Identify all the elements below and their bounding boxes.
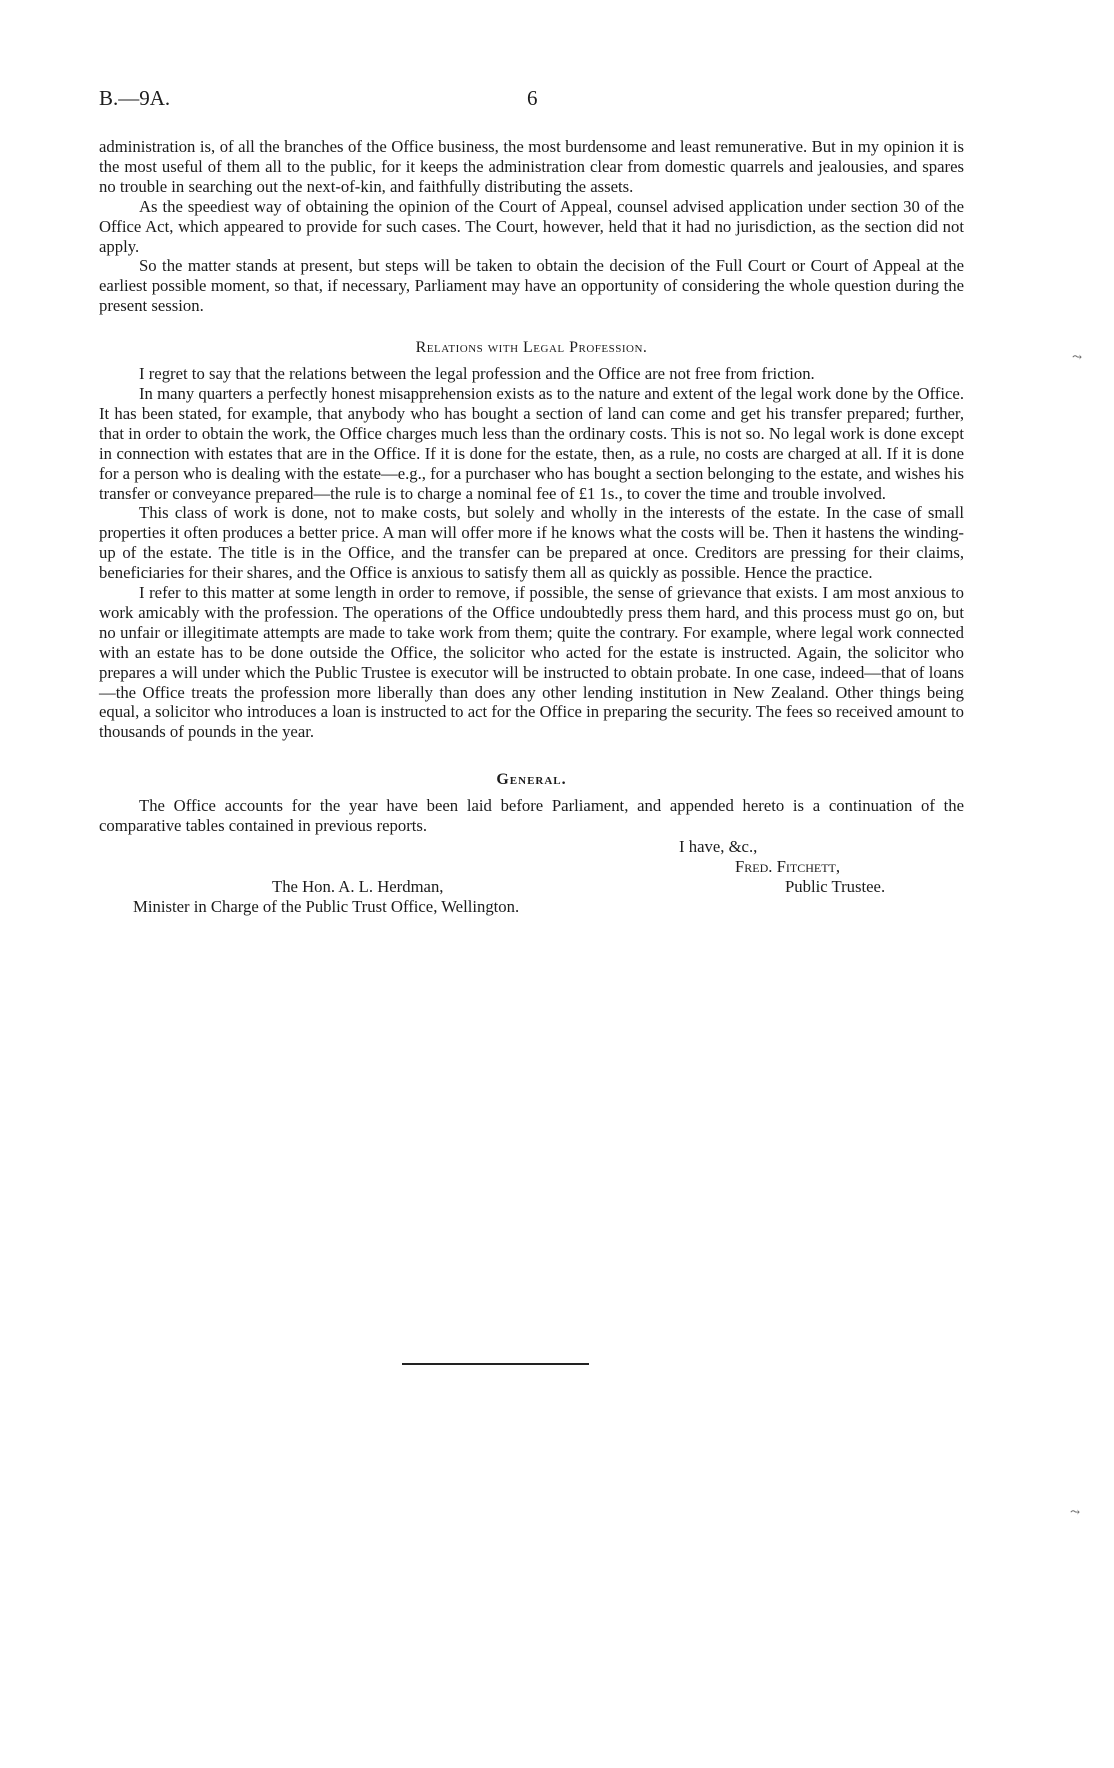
addressee-name: The Hon. A. L. Herdman, xyxy=(272,877,444,896)
paragraph: I regret to say that the relations between the legal profession and the Office are not free from friction. xyxy=(139,364,815,384)
page-number: 6 xyxy=(527,86,538,110)
paragraph: I refer to this matter at some length in order to remove, if possible, the sense of grievance that exists. I am most anxious to work amicably with the profession. The operations of the Office undoubtedly press them hard, and this process must go on, but no unfair or illegitimate attempts are made to take work from them; quite the contrary. For example, where legal work connected with an estate has to be done outside the Office, the solicitor who acted for the estate is instructed. Again, the solicitor who prepares a will under which the Public Trustee is executor will be instructed to obtain probate. In one case, indeed—that of loans—the Office treats the profession more liberally than does any other lending institution in New Zealand. Other things being equal, a solicitor who introduces a loan is instructed to act for the Office in preparing the security. The fees so received amount to thousands of pounds in the year. xyxy=(99,583,964,742)
signatory-title: Public Trustee. xyxy=(785,877,886,896)
section-heading-legal-profession: Relations with Legal Profession. xyxy=(415,339,648,357)
paragraph: So the matter stands at present, but steps will be taken to obtain the decision of the Full Court or Court of Appeal at the earliest possible moment, so that, if necessary, Parliament may have an opportunity of considering the whole question during the present session. xyxy=(99,256,964,316)
closing-rule xyxy=(402,1363,589,1365)
signatory-name: Fred. Fitchett, xyxy=(735,857,841,876)
paragraph: The Office accounts for the year have been laid before Parliament, and appended hereto is a continuation of the comparative tables contained in previous reports. xyxy=(99,796,964,836)
margin-mark: ⤳ xyxy=(1072,350,1083,364)
paragraph: This class of work is done, not to make costs, but solely and wholly in the interests of the estate. In the case of small properties it often produces a better price. A man will offer more if he knows what the costs will be. Then it hastens the winding-up of the estate. The title is in the Office, and the transfer can be prepared at once. Creditors are pressing for their claims, beneficiaries for their shares, and the Office is anxious to satisfy them all as quickly as possible. Hence the practice. xyxy=(99,503,964,583)
paragraph: As the speediest way of obtaining the opinion of the Court of Appeal, counsel advised application under section 30 of the Office Act, which appeared to provide for such cases. The Court, however, held that it had no jurisdiction, as the section did not apply. xyxy=(99,196,964,256)
report-body xyxy=(99,137,964,926)
document-reference: B.—9A. xyxy=(99,86,171,110)
margin-mark: ⤳ xyxy=(1070,1505,1081,1519)
paragraph: administration is, of all the branches of the Office business, the most burdensome and least remunerative. But in my opinion it is the most useful of them all to the public, for it keeps the administration clear from domestic quarrels and jealousies, and spares no trouble in searching out the next-of-kin, and faithfully distributing the assets. xyxy=(99,137,964,196)
addressee-title: Minister in Charge of the Public Trust Office, Wellington. xyxy=(133,897,520,916)
paragraph: In many quarters a perfectly honest misapprehension exists as to the nature and extent of the legal work done by the Office. It has been stated, for example, that anybody who has bought a section of land can come and get his transfer prepared; further, that in order to obtain the work, the Office charges much less than the ordinary costs. This is not so. No legal work is done except in connection with estates that are in the Office. If it is done for the estate, then, as a rule, no costs are charged at all. If it is done for a person who is dealing with the estate—e.g., for a purchaser who has bought a section belonging to the estate, and wishes his transfer or conveyance prepared—the rule is to charge a nominal fee of £1 1s., to cover the time and trouble involved. xyxy=(99,383,964,503)
signature-block xyxy=(99,836,964,926)
section-heading-general: General. xyxy=(496,771,567,789)
salutation: I have, &c., xyxy=(679,837,758,856)
